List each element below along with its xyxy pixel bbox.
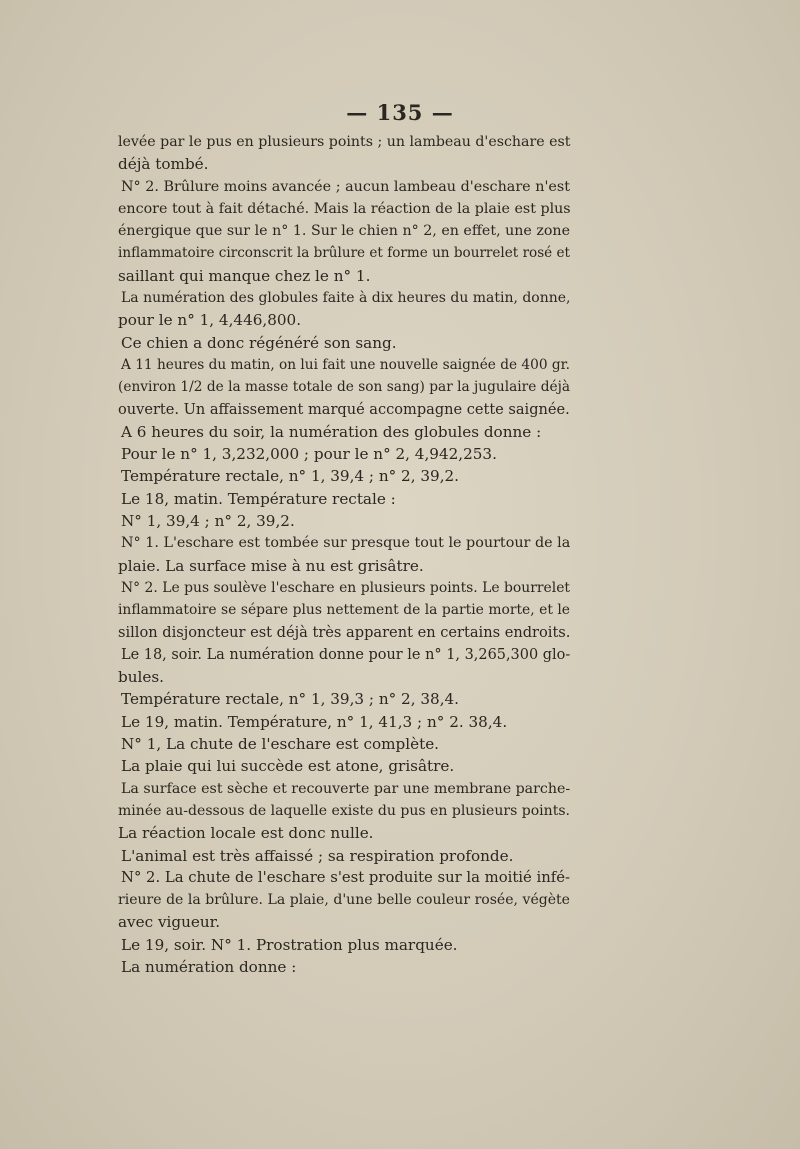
text-line: A 6 heures du soir, la numération des globules donne : <box>121 422 542 441</box>
text-line: Ce chien a donc régénéré son sang. <box>121 333 397 352</box>
text-line: encore tout à fait détaché. Mais la réaction de la plaie est plus <box>118 200 571 217</box>
page-number: — 135 — <box>346 100 454 125</box>
text-line: N° 2. Le pus soulève l'eschare en plusieurs points. Le bourrelet <box>121 579 570 596</box>
text-line: Température rectale, n° 1, 39,4 ; n° 2, 39,2. <box>121 467 460 486</box>
text-line: (environ 1/2 de la masse totale de son sang) par la jugulaire déjà <box>118 379 570 396</box>
text-line: Le 19, matin. Température, n° 1, 41,3 ; n° 2. 38,4. <box>121 712 508 731</box>
text-line: plaie. La surface mise à nu est grisâtre. <box>118 556 424 575</box>
text-line: La surface est sèche et recouverte par une membrane parche- <box>121 780 571 797</box>
text-line: La numération des globules faite à dix heures du matin, donne, <box>121 290 571 307</box>
text-line: bules. <box>118 668 164 687</box>
text-line: N° 1, La chute de l'eschare est complète. <box>121 735 440 754</box>
text-line: minée au-dessous de laquelle existe du pus en plusieurs points. <box>118 802 570 819</box>
text-line: levée par le pus en plusieurs points ; un lambeau d'eschare est <box>118 134 571 150</box>
text-line: Pour le n° 1, 3,232,000 ; pour le n° 2, 4,942,253. <box>121 445 497 464</box>
text-line: Le 18, soir. La numération donne pour le n° 1, 3,265,300 glo- <box>121 646 571 663</box>
text-line: ouverte. Un affaissement marqué accompagne cette saignée. <box>118 400 570 418</box>
text-line: pour le n° 1, 4,446,800. <box>118 311 302 330</box>
text-line: N° 1. L'eschare est tombée sur presque tout le pourtour de la <box>121 535 571 552</box>
text-line: Température rectale, n° 1, 39,3 ; n° 2, 38,4. <box>121 690 460 709</box>
text-line: avec vigueur. <box>118 913 221 932</box>
text-line: La numération donne : <box>121 957 297 976</box>
text-line: A 11 heures du matin, on lui fait une nouvelle saignée de 400 gr. <box>121 356 571 373</box>
text-line: La plaie qui lui succède est atone, grisâtre. <box>121 757 455 776</box>
text-line: sillon disjoncteur est déjà très apparent en certains endroits. <box>118 623 571 641</box>
text-line: N° 2. Brûlure moins avancée ; aucun lambeau d'eschare n'est <box>121 178 570 195</box>
text-line: inflammatoire se sépare plus nettement de la partie morte, et le <box>118 602 570 619</box>
text-line: énergique que sur le n° 1. Sur le chien n° 2, en effet, une zone <box>118 223 570 240</box>
text-line: Le 19, soir. N° 1. Prostration plus marquée. <box>121 935 458 954</box>
text-line: saillant qui manque chez le n° 1. <box>118 266 371 285</box>
text-line: déjà tombé. <box>118 155 209 174</box>
text-line: rieure de la brûlure. La plaie, d'une belle couleur rosée, végète <box>118 892 570 909</box>
text-line: N° 2. La chute de l'eschare s'est produite sur la moitié infé- <box>121 868 570 886</box>
text-line: L'animal est très affaissé ; sa respiration profonde. <box>121 846 514 865</box>
text-body <box>118 131 570 978</box>
text-line: inflammatoire circonscrit la brûlure et forme un bourrelet rosé et <box>118 245 570 262</box>
text-line: Le 18, matin. Température rectale : <box>121 489 396 508</box>
text-line: La réaction locale est donc nulle. <box>118 824 374 843</box>
text-line: N° 1, 39,4 ; n° 2, 39,2. <box>121 512 295 531</box>
